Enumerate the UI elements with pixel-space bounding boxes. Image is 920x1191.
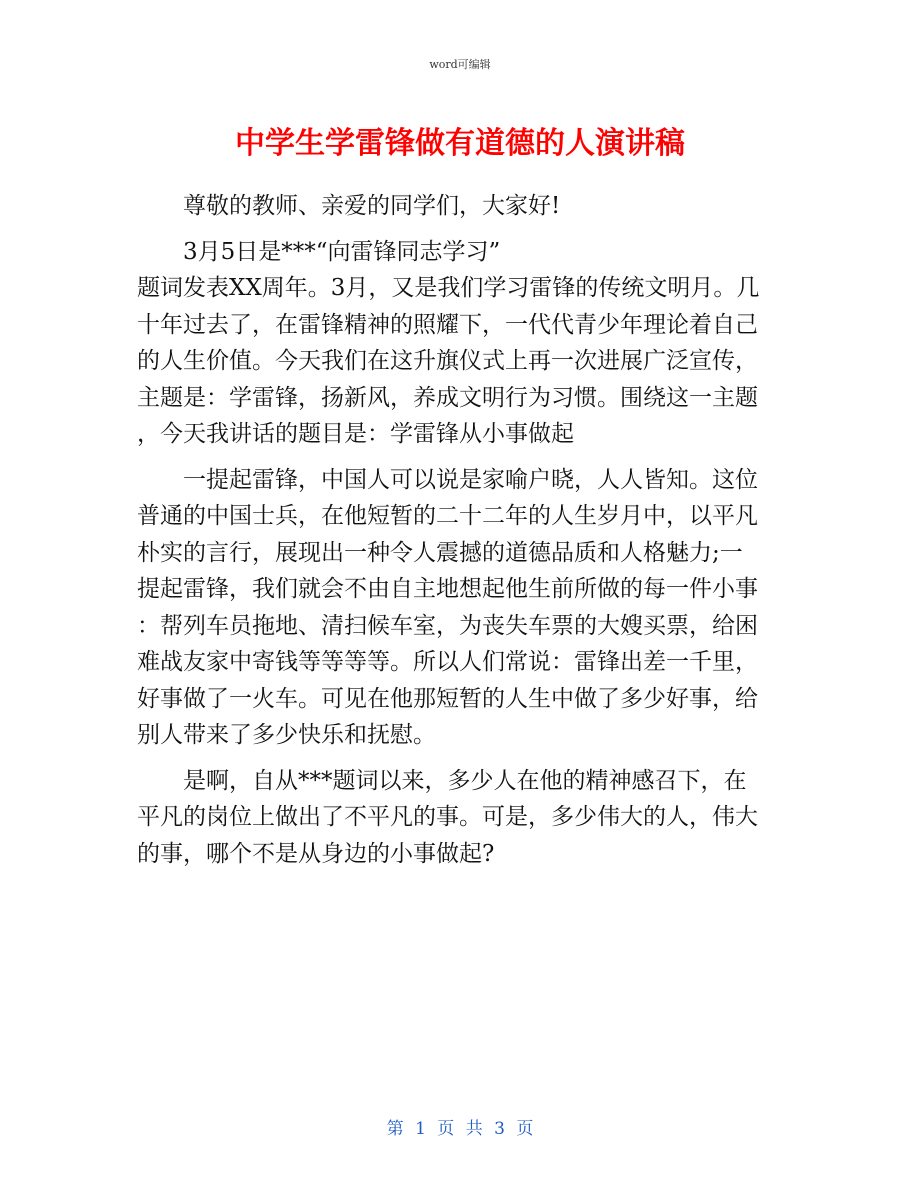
text-line: ，今天我讲话的题目是：学雷锋从小事做起 (137, 421, 574, 447)
text-line: 平凡的岗位上做出了不平凡的事。可是，多少伟大的人，伟大 (137, 804, 758, 830)
paragraph-conclusion (137, 763, 787, 873)
text-line: 提起雷锋，我们就会不由自主地想起他生前所做的每一件小事 (137, 576, 758, 602)
text-line: 难战友家中寄钱等等等等。所以人们常说：雷锋出差一千里， (137, 649, 758, 675)
paragraph-leifeng (137, 462, 787, 754)
text-line: 的人生价值。今天我们在这升旗仪式上再一次进展广泛宣传， (137, 348, 758, 374)
text-line: 一提起雷锋，中国人可以说是家喻户晓，人人皆知。这位 (183, 466, 758, 493)
page-number-footer: 第 1 页 共 3 页 (386, 1119, 534, 1139)
text-line: 是啊，自从***题词以来，多少人在他的精神感召下，在 (183, 767, 747, 794)
document-title: 中学生学雷锋做有道德的人演讲稿 (235, 126, 685, 161)
text-line: 十年过去了，在雷锋精神的照耀下，一代代青少年理论着自己 (137, 311, 758, 338)
text-line: 题词发表XX周年。3月，又是我们学习雷锋的传统文明月。几 (137, 275, 760, 301)
text-line: 3月5日是***“向雷锋同志学习” (183, 238, 501, 265)
paragraph-greeting (137, 188, 787, 225)
text-line: 尊敬的教师、亲爱的同学们，大家好! (183, 193, 561, 219)
text-line: 朴实的言行，展现出一种令人震撼的道德品质和人格魅力;一 (137, 539, 743, 566)
paragraph-intro (137, 234, 787, 453)
text-line: 主题是：学雷锋，扬新风，养成文明行为习惯。围绕这一主题 (137, 384, 758, 411)
text-line: ：帮列车员拖地、清扫候车室，为丧失车票的大嫂买票，给困 (137, 612, 758, 639)
text-line: 普通的中国士兵，在他短暂的二十二年的人生岁月中，以平凡 (137, 503, 758, 529)
text-line: 别人带来了多少快乐和抚慰。 (137, 722, 436, 748)
document-body (137, 188, 787, 881)
text-line: 好事做了一火车。可见在他那短暂的人生中做了多少好事，给 (137, 685, 758, 712)
text-line: 的事，哪个不是从身边的小事做起? (137, 840, 495, 867)
header-note: word可编辑 (429, 58, 491, 71)
